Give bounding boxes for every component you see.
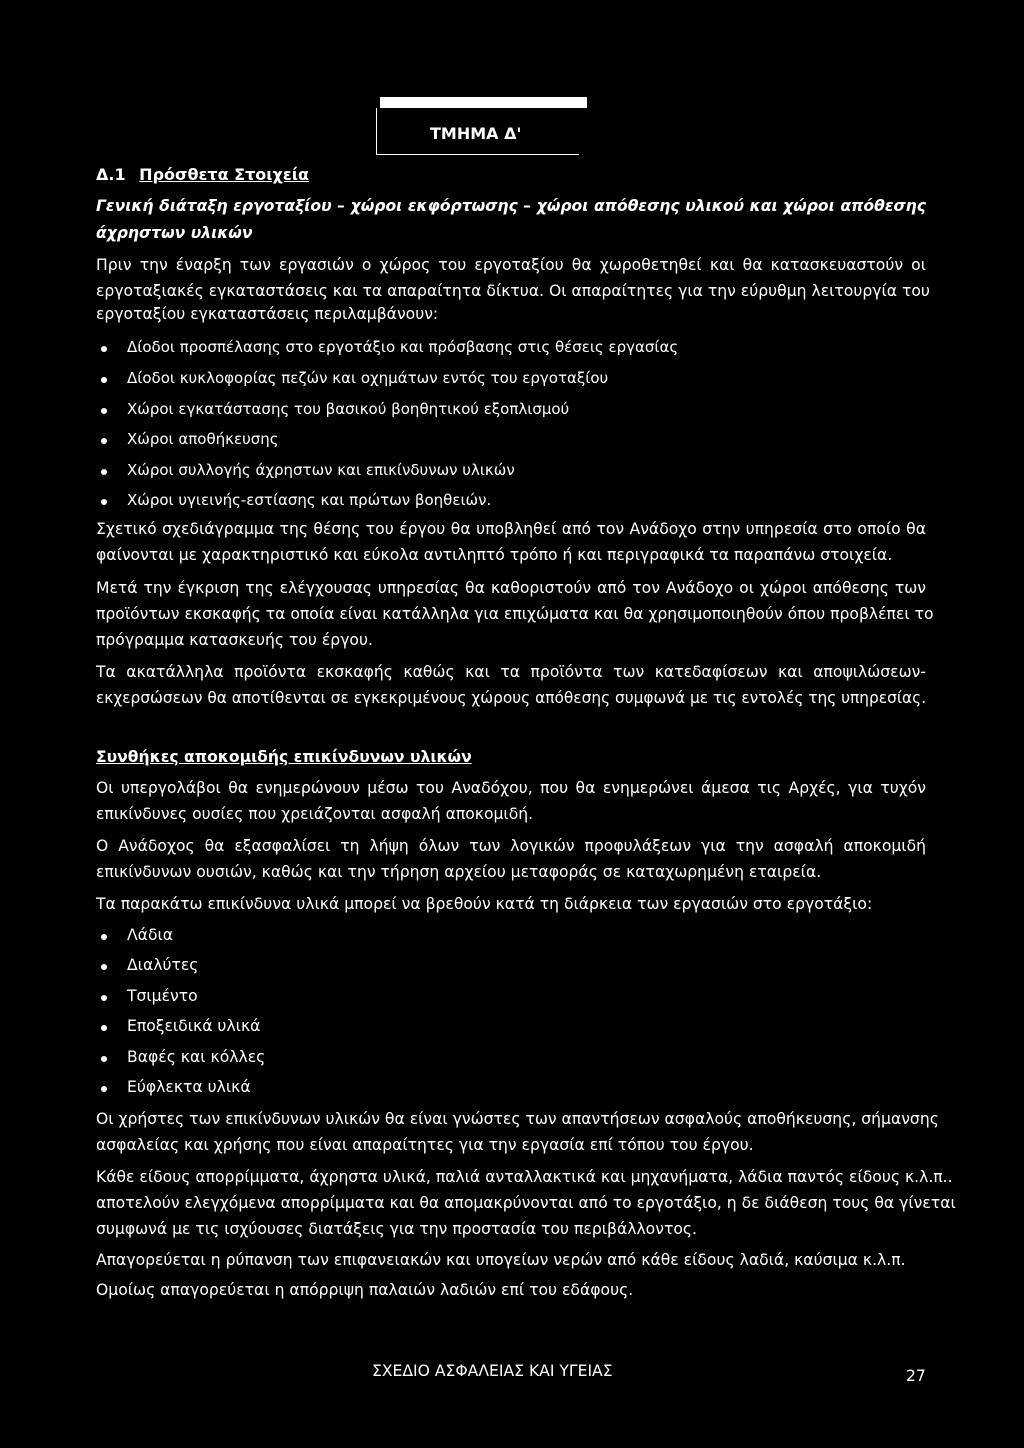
header-bottom-rule: [376, 154, 579, 155]
page-number: 27: [906, 1367, 926, 1385]
bullet-icon: [101, 964, 107, 970]
section-number: Δ.1: [96, 165, 126, 184]
list-item: Διαλύτες: [127, 956, 199, 974]
bullet-icon: [101, 408, 107, 414]
section-label: ΤΜΗΜΑ Δ': [430, 124, 522, 143]
list-item: Δίοδοι προσπέλασης στο εργοτάξιο και πρόσβασης στις θέσεις εργασίας: [127, 338, 679, 356]
footer-doc-title: ΣΧΕΔΙΟ ΑΣΦΑΛΕΙΑΣ ΚΑΙ ΥΓΕΙΑΣ: [372, 1362, 613, 1380]
para-9-line-1: Κάθε είδους απορρίμματα, άχρηστα υλικά, παλιά ανταλλακτικά και μηχανήματα, λάδια παντός είδους κ.λ.π..: [96, 1168, 953, 1186]
para-6-line-1: Ο Ανάδοχος θα εξασφαλίσει τη λήψη όλων των λογικών προφυλάξεων για την ασφαλή αποκομιδή: [96, 837, 926, 855]
para-4-line-2: εκχερσώσεων θα αποτίθενται σε εγκεκριμένους χώρους απόθεσης συμφωνά με τις εντολές της υπηρεσίας.: [96, 689, 927, 707]
para-5-line-2: επικίνδυνες ουσίες που χρειάζονται ασφαλή αποκομιδή.: [96, 805, 534, 823]
list-item: Χώροι συλλογής άχρηστων και επικίνδυνων υλικών: [127, 461, 515, 479]
header-left-rule: [376, 108, 377, 154]
list-item: Χώροι εγκατάστασης του βασικού βοηθητικού εξοπλισμού: [127, 400, 570, 418]
bullet-icon: [101, 377, 107, 383]
subheading-general-layout: Γενική διάταξη εργοταξίου – χώροι εκφόρτωσης – χώροι απόθεσης υλικού και χώροι απόθεσης: [96, 197, 926, 215]
bullet-icon: [101, 995, 107, 1001]
para-4-line-1: Τα ακατάλληλα προϊόντα εκσκαφής καθώς και τα προϊόντα των κατεδαφίσεων και αποψιλώσεων-: [96, 663, 926, 681]
para-6-line-2: επικίνδυνων ουσιών, καθώς και την τήρηση αρχείου μεταφοράς σε καταχωρημένη εταιρεία.: [96, 863, 822, 881]
header-bar: [380, 97, 587, 108]
list-item: Βαφές και κόλλες: [127, 1048, 266, 1066]
bullet-icon: [101, 346, 107, 352]
bullet-icon: [101, 499, 107, 505]
para-3-line-3: πρόγραμμα κατασκευής του έργου.: [96, 631, 373, 649]
intro-line-2: εργοταξιακές εγκαταστάσεις και τα απαραίτητα δίκτυα. Οι απαραίτητες για την εύρυθμη λειτουργία του: [96, 282, 930, 300]
bullet-icon: [101, 1025, 107, 1031]
intro-line-3: εργοταξίου εγκαταστάσεις περιλαμβάνουν:: [96, 305, 439, 323]
list-item: Λάδια: [127, 926, 174, 944]
bullet-icon: [101, 934, 107, 940]
para-9-line-2: αποτελούν ελεγχόμενα απορρίμματα και θα απομακρύνονται από το εργοτάξιο, η δε διάθεση τους θα γίνεται: [96, 1194, 956, 1212]
list-item: Χώροι υγιεινής-εστίασης και πρώτων βοηθειών.: [127, 491, 492, 509]
intro-line-1: Πριν την έναρξη των εργασιών ο χώρος του εργοταξίου θα χωροθετηθεί και θα κατασκευαστούν οι: [96, 256, 926, 274]
para-8-line-1: Οι χρήστες των επικίνδυνων υλικών θα είναι γνώστες των απαντήσεων ασφαλούς αποθήκευσης, σήμανσης: [96, 1110, 939, 1128]
section-title: Πρόσθετα Στοιχεία: [139, 165, 309, 184]
para-11: Ομοίως απαγορεύεται η απόρριψη παλαιών λαδιών επί του εδάφους.: [96, 1281, 634, 1299]
bullet-icon: [101, 1086, 107, 1092]
para-7: Τα παρακάτω επικίνδυνα υλικά μπορεί να βρεθούν κατά τη διάρκεια των εργασιών στο εργοτάξιο:: [96, 895, 873, 913]
subheading-hazardous-removal: Συνθήκες αποκομιδής επικίνδυνων υλικών: [96, 748, 472, 766]
list-item: Τσιμέντο: [127, 987, 198, 1005]
para-8-line-2: ασφαλείας και χρήσης που είναι απαραίτητες για την εργασία επί τόπου του έργου.: [96, 1136, 754, 1154]
bullet-icon: [101, 438, 107, 444]
para-9-line-3: συμφωνά με τις ισχύουσες διατάξεις για την προστασία του περιβάλλοντος.: [96, 1220, 697, 1238]
para-2-line-2: φαίνονται με χαρακτηριστικό και εύκολα αντιληπτό τρόπο ή και περιγραφικά τα παραπάνω στοιχεία.: [96, 546, 893, 564]
para-3-line-2: προϊόντων εκσκαφής τα οποία είναι κατάλληλα για επιχώματα και θα χρησιμοποιηθούν όπου προβλέπει το: [96, 605, 934, 623]
list-item: Εποξειδικά υλικά: [127, 1017, 261, 1035]
bullet-icon: [101, 469, 107, 475]
subheading-general-layout-cont: άχρηστων υλικών: [96, 224, 253, 242]
list-item: Χώροι αποθήκευσης: [127, 430, 279, 448]
section-heading: [96, 165, 309, 184]
para-10: Απαγορεύεται η ρύπανση των επιφανειακών και υπογείων νερών από κάθε είδους λαδιά, καύσιμα κ.λ.π.: [96, 1251, 906, 1269]
list-item: Δίοδοι κυκλοφορίας πεζών και οχημάτων εντός του εργοταξίου: [127, 369, 609, 387]
bullet-icon: [101, 1056, 107, 1062]
list-item: Εύφλεκτα υλικά: [127, 1078, 251, 1096]
para-2-line-1: Σχετικό σχεδιάγραμμα της θέσης του έργου θα υποβληθεί από τον Ανάδοχο στην υπηρεσία στο οποίο θα: [96, 520, 926, 538]
para-5-line-1: Οι υπεργολάβοι θα ενημερώνουν μέσω του Αναδόχου, που θα ενημερώνει άμεσα τις Αρχές, για τυχόν: [96, 779, 926, 797]
para-3-line-1: Μετά την έγκριση της ελέγχουσας υπηρεσίας θα καθοριστούν από τον Ανάδοχο οι χώροι απόθεσης των: [96, 579, 926, 597]
